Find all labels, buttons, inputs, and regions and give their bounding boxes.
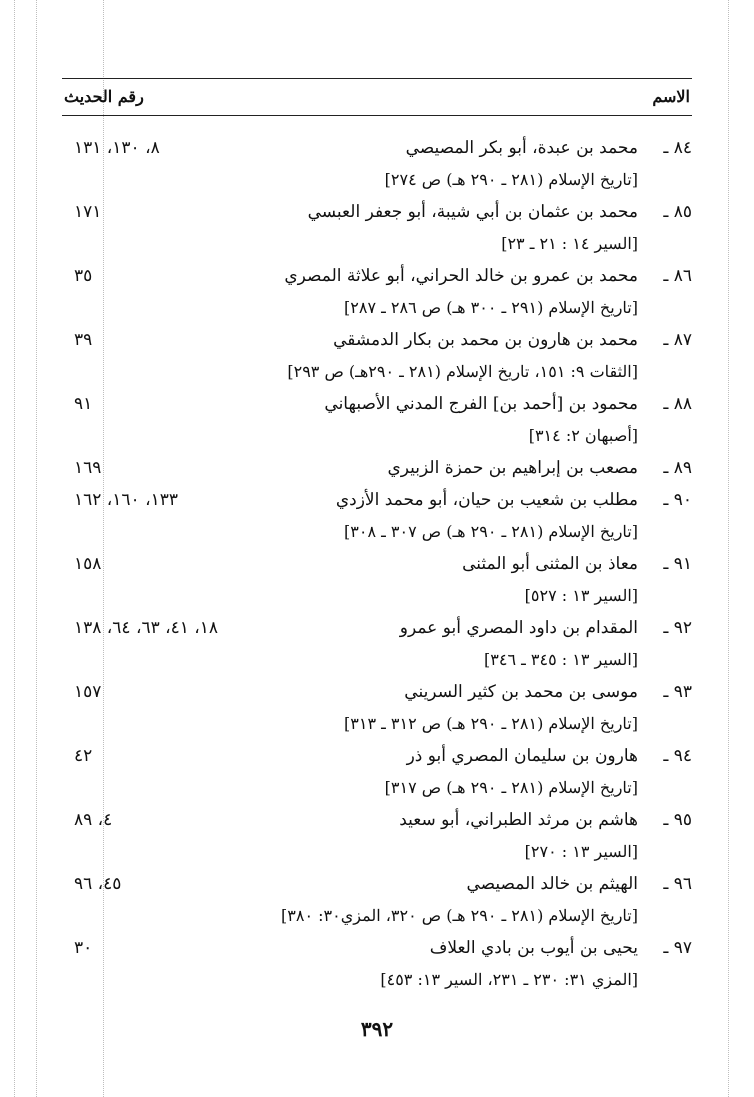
entry-main-row: [62, 550, 692, 582]
hadith-numbers: ٨، ١٣٠، ١٣١: [74, 138, 160, 158]
narrator-name: الهيثم بن خالد المصيصي: [466, 874, 638, 894]
entry-number: ٨٨ ـ: [663, 394, 692, 414]
entry-main-row: [62, 806, 692, 838]
entry-source-row: [62, 646, 692, 678]
hadith-numbers: ١٣٣، ١٦٠، ١٦٢: [74, 490, 178, 510]
list-item: [62, 614, 692, 678]
entry-number: ٨٥ ـ: [663, 202, 692, 222]
entry-source-row: [62, 166, 692, 198]
source-citation: [تاريخ الإسلام (٢٨١ ـ ٢٩٠ هـ) ص ٣١٧]: [384, 778, 638, 797]
hadith-numbers: ٣٠: [74, 938, 93, 958]
source-citation: [الثقات ٩: ١٥١، تاريخ الإسلام (٢٨١ ـ ٢٩٠هـ) ص ٢٩٣]: [287, 362, 638, 381]
source-citation: [السير ١٣ : ٣٤٥ ـ ٣٤٦]: [484, 650, 638, 669]
list-item: [62, 678, 692, 742]
entry-main-row: [62, 326, 692, 358]
hadith-numbers: ٣٩: [74, 330, 93, 350]
entries-list: [62, 134, 692, 998]
list-item: [62, 870, 692, 934]
entry-main-row: [62, 198, 692, 230]
entry-number: ٩٥ ـ: [663, 810, 692, 830]
entry-main-row: [62, 262, 692, 294]
scan-dotted-line: [728, 0, 729, 1097]
narrator-name: يحيى بن أيوب بن بادي العلاف: [429, 938, 638, 958]
list-item: [62, 806, 692, 870]
narrator-name: المقدام بن داود المصري أبو عمرو: [399, 618, 638, 638]
hadith-numbers: ٤٥، ٩٦: [74, 874, 122, 894]
entry-main-row: [62, 870, 692, 902]
entry-number: ٨٩ ـ: [663, 458, 692, 478]
entry-main-row: [62, 390, 692, 422]
narrator-name: مطلب بن شعيب بن حيان، أبو محمد الأزدي: [335, 490, 638, 510]
source-citation: [تاريخ الإسلام (٢٨١ ـ ٢٩٠ هـ) ص ٣٠٧ ـ ٣٠٨]: [344, 522, 638, 541]
entry-number: ٩٦ ـ: [663, 874, 692, 894]
entry-source-row: [62, 902, 692, 934]
narrator-name: موسى بن محمد بن كثير السريني: [404, 682, 638, 702]
entry-source-row: [62, 838, 692, 870]
entry-source-row: [62, 358, 692, 390]
narrator-name: هاشم بن مرثد الطبراني، أبو سعيد: [399, 810, 638, 830]
hadith-numbers: ١٦٩: [74, 458, 102, 478]
hadith-number-column-header: رقم الحديث: [64, 87, 144, 106]
entry-number: ٩٠ ـ: [663, 490, 692, 510]
hadith-numbers: ٣٥: [74, 266, 93, 286]
list-item: [62, 390, 692, 454]
narrator-name: هارون بن سليمان المصري أبو ذر: [406, 746, 638, 766]
list-item: [62, 262, 692, 326]
entry-main-row: [62, 934, 692, 966]
table-header: [62, 78, 692, 116]
name-column-header: الاسم: [652, 87, 690, 106]
hadith-numbers: ١٥٧: [74, 682, 102, 702]
source-citation: [المزي ٣١: ٢٣٠ ـ ٢٣١، السير ١٣: ٤٥٣]: [380, 970, 638, 989]
source-citation: [السير ١٤ : ٢١ ـ ٢٣]: [501, 234, 638, 253]
entry-number: ٨٤ ـ: [663, 138, 692, 158]
list-item: [62, 454, 692, 486]
list-item: [62, 134, 692, 198]
source-citation: [تاريخ الإسلام (٢٩١ ـ ٣٠٠ هـ) ص ٢٨٦ ـ ٢٨٧]: [344, 298, 638, 317]
scan-dotted-line: [36, 0, 37, 1097]
narrator-name: محمد بن هارون بن محمد بن بكار الدمشقي: [333, 330, 638, 350]
list-item: [62, 198, 692, 262]
list-item: [62, 326, 692, 390]
source-citation: [تاريخ الإسلام (٢٨١ ـ ٢٩٠ هـ) ص ٢٧٤]: [384, 170, 638, 189]
scan-dotted-line: [14, 0, 15, 1097]
source-citation: [السير ١٣ : ٢٧٠]: [524, 842, 638, 861]
entry-number: ٨٦ ـ: [663, 266, 692, 286]
list-item: [62, 486, 692, 550]
hadith-numbers: ٤، ٨٩: [74, 810, 113, 830]
narrator-name: محمد بن عثمان بن أبي شيبة، أبو جعفر العبسي: [307, 202, 638, 222]
entry-number: ٩٢ ـ: [663, 618, 692, 638]
entry-source-row: [62, 582, 692, 614]
entry-number: ٩٧ ـ: [663, 938, 692, 958]
entry-main-row: [62, 614, 692, 646]
list-item: [62, 742, 692, 806]
entry-number: ٩٤ ـ: [663, 746, 692, 766]
page-number: ٣٩٢: [360, 1017, 394, 1041]
hadith-numbers: ١٧١: [74, 202, 102, 222]
entry-main-row: [62, 454, 692, 486]
source-citation: [تاريخ الإسلام (٢٨١ ـ ٢٩٠ هـ) ص ٣٢٠، المزي٣٠: ٣٨٠]: [281, 906, 638, 925]
entry-source-row: [62, 518, 692, 550]
hadith-numbers: ٤٢: [74, 746, 93, 766]
entry-source-row: [62, 774, 692, 806]
source-citation: [أصبهان ٢: ٣١٤]: [528, 426, 638, 445]
entry-source-row: [62, 966, 692, 998]
narrator-name: محمد بن عبدة، أبو بكر المصيصي: [405, 138, 638, 158]
narrator-name: محمد بن عمرو بن خالد الحراني، أبو علاثة المصري: [284, 266, 638, 286]
entry-main-row: [62, 742, 692, 774]
hadith-numbers: ٩١: [74, 394, 93, 414]
entry-source-row: [62, 230, 692, 262]
entry-number: ٩٣ ـ: [663, 682, 692, 702]
entry-source-row: [62, 422, 692, 454]
source-citation: [السير ١٣ : ٥٢٧]: [524, 586, 638, 605]
entry-source-row: [62, 710, 692, 742]
narrator-name: محمود بن [أحمد بن] الفرج المدني الأصبهاني: [324, 394, 638, 414]
entry-number: ٨٧ ـ: [663, 330, 692, 350]
entry-number: ٩١ ـ: [663, 554, 692, 574]
list-item: [62, 550, 692, 614]
hadith-numbers: ١٨، ٤١، ٦٣، ٦٤، ١٣٨: [74, 618, 219, 638]
hadith-numbers: ١٥٨: [74, 554, 102, 574]
entry-main-row: [62, 678, 692, 710]
narrator-name: معاذ بن المثنى أبو المثنى: [462, 554, 638, 574]
list-item: [62, 934, 692, 998]
narrator-name: مصعب بن إبراهيم بن حمزة الزبيري: [387, 458, 638, 478]
entry-main-row: [62, 134, 692, 166]
entry-source-row: [62, 294, 692, 326]
source-citation: [تاريخ الإسلام (٢٨١ ـ ٢٩٠ هـ) ص ٣١٢ ـ ٣١٣]: [344, 714, 638, 733]
entry-main-row: [62, 486, 692, 518]
